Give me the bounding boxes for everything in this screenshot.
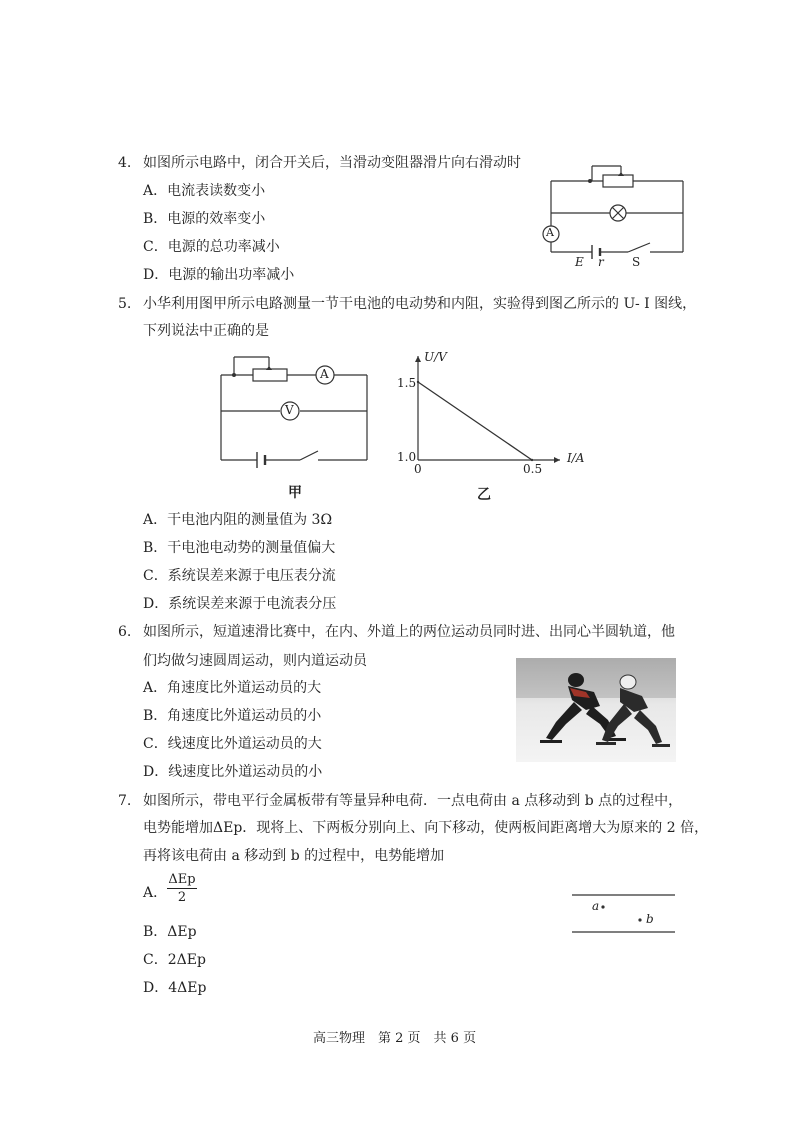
q7-point-b <box>638 918 641 921</box>
q6-stem-line2: 们均做匀速圆周运动，则内道运动员 <box>143 653 367 669</box>
q4-option-b: B．电源的效率变小 <box>143 211 266 227</box>
q7-option-a-numerator: ΔEp <box>168 872 196 887</box>
q5-chart-ytick-1-0: 1.0 <box>397 450 417 464</box>
q4-switch-label: S <box>632 255 641 269</box>
q5-stem-line1: 小华利用图甲所示电路测量一节干电池的电动势和内阻，实验得到图乙所示的 U- I 图线， <box>143 296 697 312</box>
q5-stem-line2: 下列说法中正确的是 <box>143 323 269 339</box>
q6-option-d: D．线速度比外道运动员的小 <box>143 764 323 780</box>
q4-ammeter-label: A <box>546 226 554 239</box>
q5-chart-xlabel: I/A <box>567 451 585 465</box>
q6-stem-line1: 如图所示，短道速滑比赛中，在内、外道上的两位运动员同时进、出同心半圆轨道，他 <box>143 624 675 640</box>
q4-option-a: A．电流表读数变小 <box>143 183 266 199</box>
q5-chart-xtick-0-5: 0.5 <box>523 462 543 476</box>
q5-option-d: D．系统误差来源于电流表分压 <box>143 596 337 612</box>
page-footer: 高三物理 第 2 页 共 6 页 <box>313 1031 477 1046</box>
q5-figure-b-caption: 乙 <box>477 487 491 503</box>
q5-option-a: A．干电池内阻的测量值为 3Ω <box>143 512 333 528</box>
q7-option-d: D．4ΔEp <box>143 980 207 996</box>
q7-stem-line1: 如图所示，带电平行金属板带有等量异种电荷．一点电荷由 a 点移动到 b 点的过程中， <box>143 793 683 809</box>
q5-number: 5. <box>118 296 132 312</box>
q7-option-a-denominator: 2 <box>177 890 187 905</box>
q7-point-a <box>601 905 604 908</box>
q5-chart-ylabel: U/V <box>424 350 447 364</box>
q7-option-b: B．ΔEp <box>143 924 197 940</box>
q7-label-b: b <box>646 912 654 926</box>
q4-option-c: C．电源的总功率减小 <box>143 239 280 255</box>
q7-label-a: a <box>592 899 600 913</box>
q5-chart-xtick-0: 0 <box>414 462 422 476</box>
q6-number: 6. <box>118 624 132 640</box>
q5-voltmeter-label: V <box>285 403 294 417</box>
q7-stem-line2: 电势能增加ΔEp．现将上、下两板分别向上、向下移动，使两板间距离增大为原来的 2 倍， <box>143 820 709 836</box>
q5-figure-a-caption: 甲 <box>288 485 302 501</box>
q7-option-c: C．2ΔEp <box>143 952 206 968</box>
q5-ammeter-label: A <box>320 367 329 381</box>
q7-number: 7. <box>118 793 132 809</box>
q4-r-label: r <box>598 255 604 269</box>
q7-option-a-prefix: A． <box>143 885 168 901</box>
q5-option-c: C．系统误差来源于电压表分流 <box>143 568 336 584</box>
q6-option-b: B．角速度比外道运动员的小 <box>143 708 322 724</box>
q4-stem: 如图所示电路中，闭合开关后，当滑动变阻器滑片向右滑动时 <box>143 155 521 171</box>
q6-option-c: C．线速度比外道运动员的大 <box>143 736 322 752</box>
q5-option-b: B．干电池电动势的测量值偏大 <box>143 540 336 556</box>
q6-option-a: A．角速度比外道运动员的大 <box>143 680 322 696</box>
q4-option-d: D．电源的输出功率减小 <box>143 267 295 283</box>
q7-stem-line3: 再将该电荷由 a 移动到 b 的过程中，电势能增加 <box>143 848 445 864</box>
q4-number: 4. <box>118 155 132 171</box>
q4-emf-label: E <box>575 255 584 269</box>
q5-chart-ytick-1-5: 1.5 <box>397 376 417 390</box>
